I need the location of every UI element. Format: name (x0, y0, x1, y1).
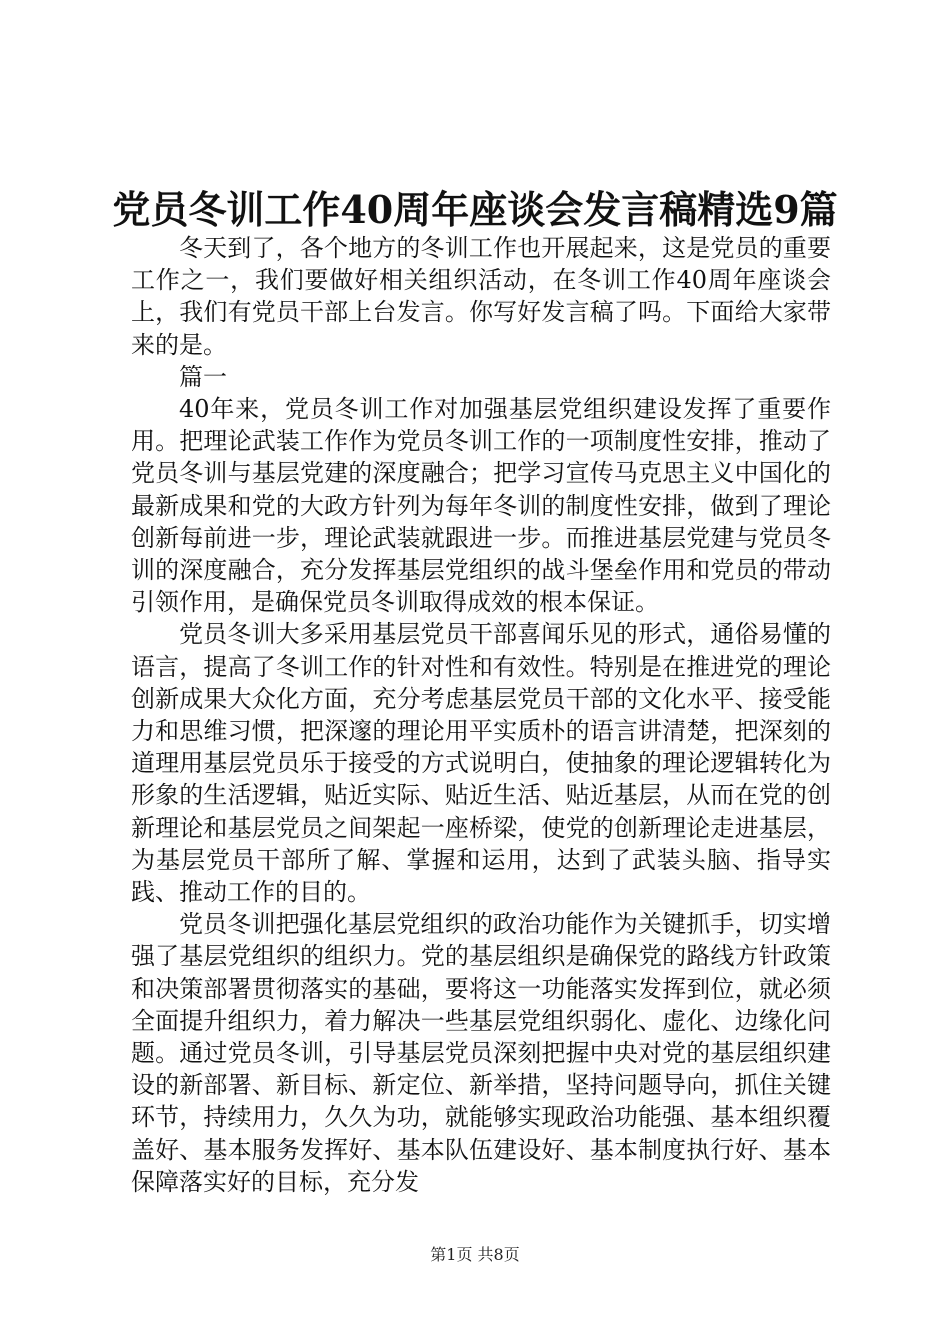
page-number-footer: 第1页 共8页 (430, 1245, 520, 1264)
document-title: 党员冬训工作40周年座谈会发言稿精选9篇 (112, 187, 838, 232)
paragraph-intro: 冬天到了，各个地方的冬训工作也开展起来，这是党员的重要工作之一，我们要做好相关组织活动，在冬训工作40周年座谈会上，我们有党员干部上台发言。你写好发言稿了吗。下面给大家带来的是。 (131, 234, 831, 359)
paragraph-2: 党员冬训大多采用基层党员干部喜闻乐见的形式，通俗易懂的语言，提高了冬训工作的针对性和有效性。特别是在推进党的理论创新成果大众化方面，充分考虑基层党员干部的文化水平、接受能力和思维习惯，把深邃的理论用平实质朴的语言讲清楚，把深刻的道理用基层党员乐于接受的方式说明白，使抽象的理论逻辑转化为形象的生活逻辑，贴近实际、贴近生活、贴近基层，从而在党的创新理论和基层党员之间架起一座桥梁，使党的创新理论走进基层，为基层党员干部所了解、掌握和运用，达到了武装头脑、指导实践、推动工作的目的。 (131, 620, 831, 907)
paragraph-1: 40年来，党员冬训工作对加强基层党组织建设发挥了重要作用。把理论武装工作作为党员冬训工作的一项制度性安排，推动了党员冬训与基层党建的深度融合；把学习宣传马克思主义中国化的最新成果和党的大政方针列为每年冬训的制度性安排，做到了理论创新每前进一步，理论武装就跟进一步。而推进基层党建与党员冬训的深度融合，充分发挥基层党组织的战斗堡垒作用和党员的带动引领作用，是确保党员冬训取得成效的根本保证。 (131, 395, 831, 617)
section-heading: 篇一 (179, 362, 227, 391)
paragraph-3: 党员冬训把强化基层党组织的政治功能作为关键抓手，切实增强了基层党组织的组织力。党的基层组织是确保党的路线方针政策和决策部署贯彻落实的基础，要将这一功能落实发挥到位，就必须全面提升组织力，着力解决一些基层党组织弱化、虚化、边缘化问题。通过党员冬训，引导基层党员深刻把握中央对党的基层组织建设的新部署、新目标、新定位、新举措，坚持问题导向，抓住关键环节，持续用力，久久为功，就能够实现政治功能强、基本组织覆盖好、基本服务发挥好、基本队伍建设好、基本制度执行好、基本保障落实好的目标，充分发 (131, 910, 831, 1196)
document-body (131, 232, 831, 1198)
